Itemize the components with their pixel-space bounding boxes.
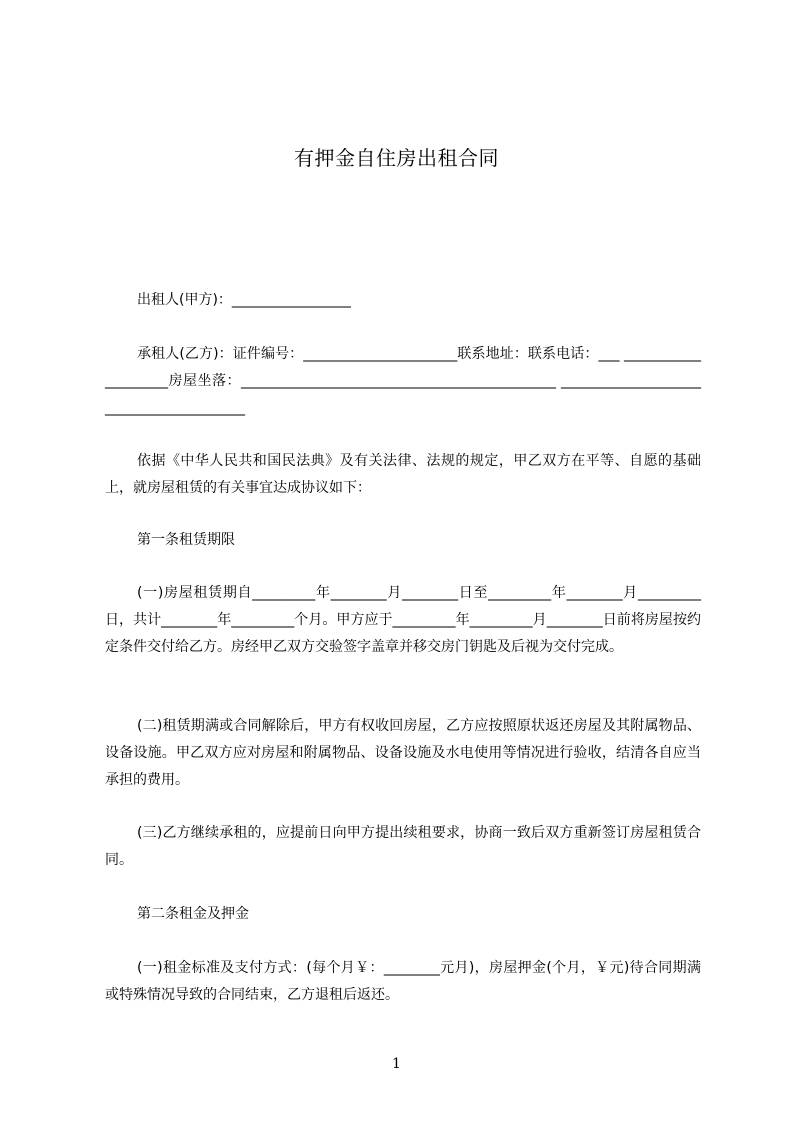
page-title: 有押金自住房出租合同 bbox=[294, 146, 499, 170]
article-1-clause-2: (二)租赁期满或合同解除后，甲方有权收回房屋，乙方应按照原状返还房屋及其附属物品、设备设施。甲乙双方应对房屋和附属物品、设备设施及水电使用等情况进行验收，结清各自应当承担的费用。 bbox=[105, 718, 701, 788]
lessor-line: 出租人(甲方)：_________________ bbox=[137, 292, 351, 308]
article-1-heading: 第一条租赁期限 bbox=[137, 532, 235, 548]
lessee-line: 承租人(乙方)：证件编号：______________________联系地址：联系电话：___ ____________________房屋坐落：_____________________________________________ ________________________________________ bbox=[105, 346, 701, 416]
article-1-clause-3: (三)乙方继续承租的，应提前日向甲方提出续租要求，协商一致后双方重新签订房屋租赁合同。 bbox=[105, 825, 701, 868]
article-2-heading: 第二条租金及押金 bbox=[137, 906, 249, 922]
article-1-clause-1: (一)房屋租赁期自_________年________月________日至_________年________月_________日，共计________年_________个月。甲方应于_________年_________月________日前将房屋按约定条件交付给乙方。房经甲乙双方交验签字盖章并移交房门钥匙及后视为交付完成。 bbox=[105, 585, 701, 655]
preamble-paragraph: 依据《中华人民共和国民法典》及有关法律、法规的规定，甲乙双方在平等、自愿的基础上，就房屋租赁的有关事宜达成协议如下： bbox=[105, 453, 701, 496]
article-2-clause-1: (一)租金标准及支付方式：(每个月￥：________元月)，房屋押金(个月，￥元)待合同期满或特殊情况导致的合同结束，乙方退租后返还。 bbox=[105, 960, 701, 1003]
page-number: 1 bbox=[392, 1056, 401, 1072]
